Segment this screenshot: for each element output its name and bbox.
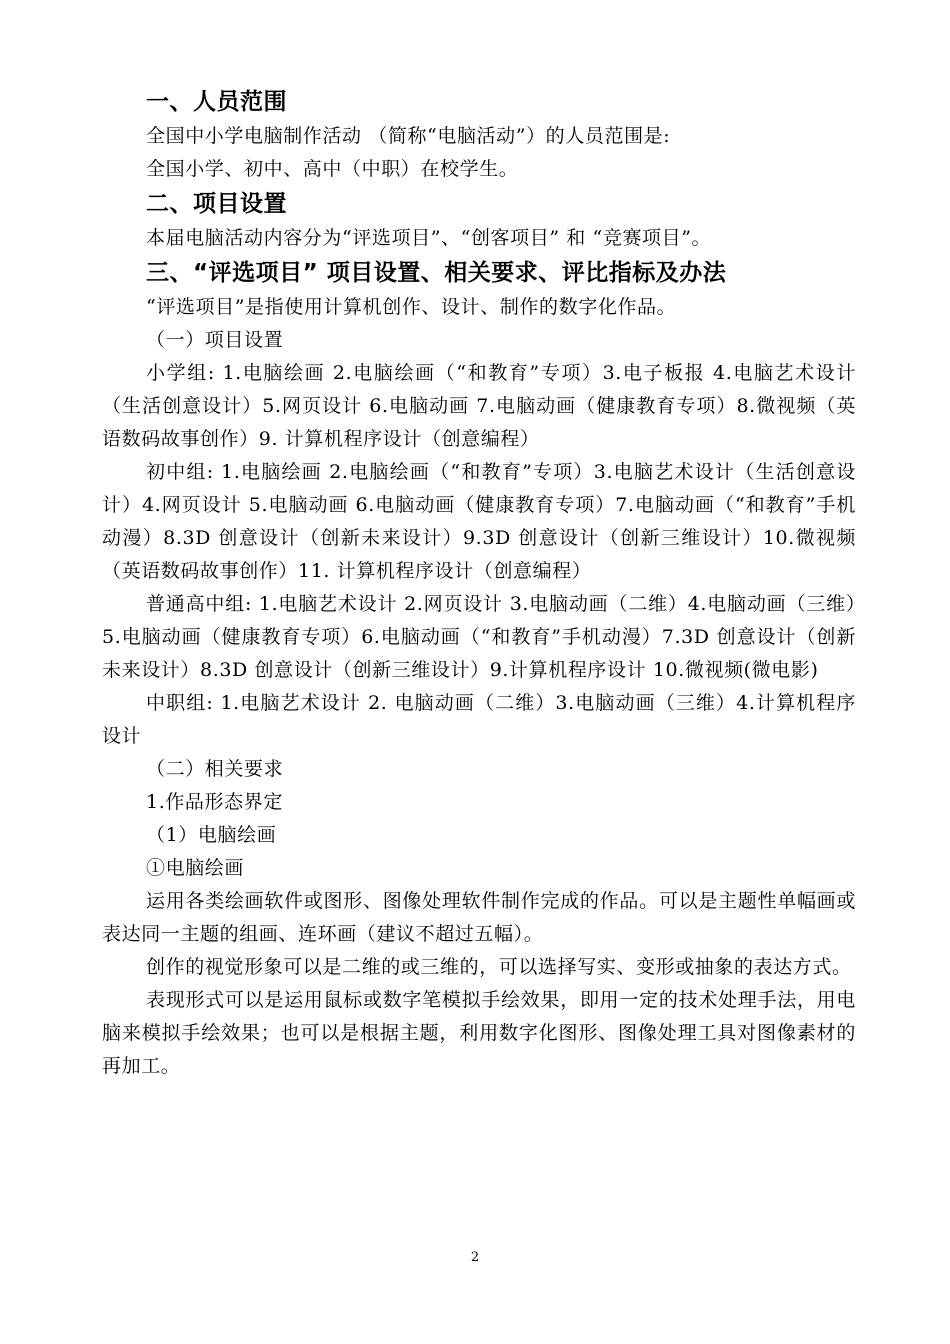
paragraph: 全国中小学电脑制作活动 （简称“电脑活动”）的人员范围是: [146, 125, 671, 147]
document-page [102, 84, 856, 1083]
paragraph-junior-group: 初中组: 1.电脑绘画 2.电脑绘画（“和教育”专项）3.电脑艺术设计（生活创意设计）4.网页设计 5.电脑动画 6.电脑动画（健康教育专项）7.电脑动画（“和教育”手机动漫）8.3D 创意设计（创新未来设计）9.3D 创意设计（创新三维设计）10.微视频（英语数码故事创作）11. 计算机程序设计（创意编程） [102, 461, 856, 582]
subheading: （1）电脑绘画 [146, 824, 277, 846]
subheading: （一）项目设置 [146, 329, 284, 351]
paragraph: 本届电脑活动内容分为“评选项目”、“创客项目” 和 “竞赛项目”。 [146, 227, 712, 249]
paragraph: 表现形式可以是运用鼠标或数字笔模拟手绘效果，即用一定的技术处理手法，用电脑来模拟手绘效果；也可以是根据主题，利用数字化图形、图像处理工具对图像素材的再加工。 [102, 989, 856, 1077]
section-heading-projects: 二、项目设置 [146, 191, 287, 217]
page-number: 2 [470, 1250, 480, 1265]
paragraph-senior-group: 普通高中组: 1.电脑艺术设计 2.网页设计 3.电脑动画（二维）4.电脑动画（三维）5.电脑动画（健康教育专项）6.电脑动画（“和教育”手机动漫）7.3D 创意设计（创新未来设计）8.3D 创意设计（创新三维设计）9.计算机程序设计 10.微视频(微电影) [102, 593, 856, 681]
subheading: 1.作品形态界定 [146, 791, 283, 813]
paragraph-vocational-group: 中职组: 1.电脑艺术设计 2. 电脑动画（二维）3.电脑动画（三维）4.计算机程序设计 [102, 692, 856, 747]
section-heading-personnel: 一、人员范围 [146, 89, 287, 115]
paragraph: 全国小学、初中、高中（中职）在校学生。 [146, 158, 519, 180]
paragraph: 运用各类绘画软件或图形、图像处理软件制作完成的作品。可以是主题性单幅画或表达同一主题的组画、连环画（建议不超过五幅）。 [102, 890, 856, 945]
paragraph-primary-group: 小学组: 1.电脑绘画 2.电脑绘画（“和教育”专项）3.电子板报 4.电脑艺术设计（生活创意设计）5.网页设计 6.电脑动画 7.电脑动画（健康教育专项）8.微视频（英语数码故事创作）9. 计算机程序设计（创意编程） [102, 362, 856, 450]
subheading: （二）相关要求 [146, 758, 284, 780]
paragraph: “评选项目”是指使用计算机创作、设计、制作的数字化作品。 [146, 296, 677, 318]
subheading: ①电脑绘画 [146, 857, 245, 879]
paragraph: 创作的视觉形象可以是二维的或三维的，可以选择写实、变形或抽象的表达方式。 [146, 956, 852, 978]
section-heading-selection: 三、“评选项目” 项目设置、相关要求、评比指标及办法 [146, 260, 727, 286]
